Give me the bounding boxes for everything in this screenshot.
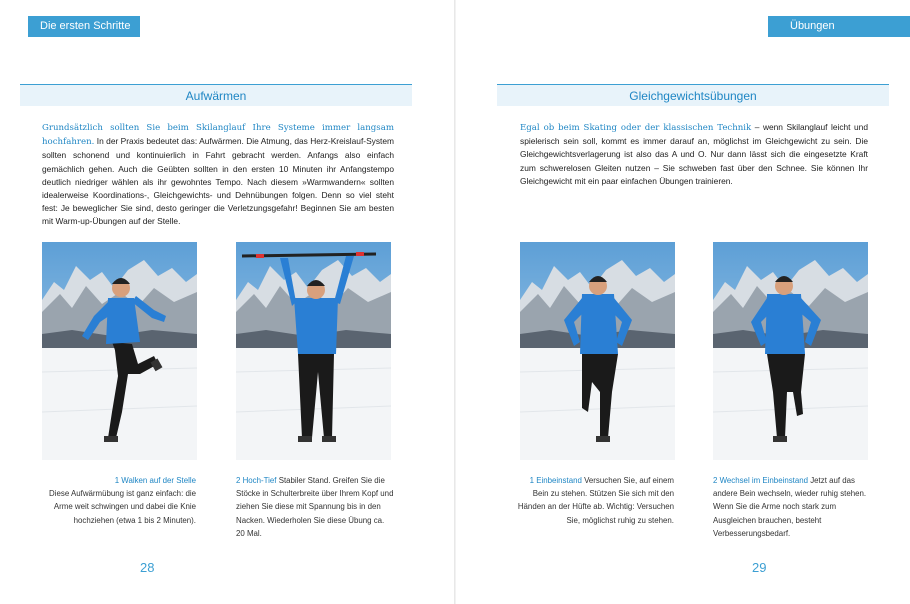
paragraph-body: – wenn Skilanglauf leicht und spielerisch sein soll, kommt es immer darauf an, möglichst im Gleichgewicht zu sein. Die Gleichgewichtsverlagerung ist also das A und O. Nur dann lässt sich die eingesetzte Kraft zum schwerelosen Gleiten nutzen – Sie schweben fast über den Schnee. Sie können Ihr Gleichgewicht mit ein paar einfachen Übungen trainieren. [520,122,868,186]
lead-sentence: Grundsätzlich sollten Sie beim Skilanglauf Ihre Systeme immer langsam hochfahren. [42,123,394,148]
caption-title: 1 Walken auf der Stelle [114,476,196,485]
caption-text: Jetzt auf das andere Bein wechseln, wieder ruhig stehen. Wenn Sie die Arme noch stark zum Ausgleichen brauchen, besteht Verbesserungsbedarf. [713,476,867,538]
photo-one-leg-stand [520,242,675,460]
section-heading-warmup: Aufwärmen [20,84,412,106]
caption-text: Stabiler Stand. Greifen Sie die Stöcke in Schulterbreite über Ihrem Kopf und ziehen Sie diese mit Spannung bis in den Nacken. Wiederholen Sie diese Übung ca. 20 Mal. [236,476,394,538]
lead-sentence: Egal ob beim Skating oder der klassischen Technik [520,123,752,133]
photo-high-low [236,242,391,460]
page-number-left: 28 [140,560,155,575]
section-tab-left: Die ersten Schritte [28,16,140,37]
caption-title: 1 Einbeinstand [529,476,582,485]
caption-title: 2 Wechsel im Einbeinstand [713,476,809,485]
page-number-right: 29 [752,560,767,575]
caption-high-low [236,474,394,540]
caption-switch-one-leg [713,474,871,540]
caption-one-leg-stand [516,474,674,527]
photo-walking-in-place [42,242,197,460]
paragraph-body: In der Praxis bedeutet das: Aufwärmen. Die Atmung, das Herz-Kreislauf-System sollten schonend und kontinuierlich in Fahrt gebracht werden. Anfangs also einfach gemächlich gehen. Auch die Geübten sollten in den ersten 10 Minuten ihr Anfangstempo deutlich niedriger wählen als ihr gewohntes Tempo. Nach diesem »Warmwandern« sollten idealerweise Koordinations-, Gleichgewichts- und Dehnübungen folgen. Denn so viel steht fest: Je beweglicher Sie sind, desto geringer die Verletzungsgefahr! Beginnen Sie am besten mit Warm-up-Übungen auf der Stelle. [42,136,394,227]
section-tab-right: Übungen [768,16,910,37]
intro-paragraph-balance [520,121,868,188]
photo-switch-one-leg [713,242,868,460]
caption-text: Diese Aufwärmübung ist ganz einfach: die Arme weit schwingen und dabei die Knie hochziehen (etwa 1 bis 2 Minuten). [49,489,196,525]
caption-walking-in-place [38,474,196,527]
caption-title: 2 Hoch-Tief [236,476,277,485]
caption-text: Versuchen Sie, auf einem Bein zu stehen. Stützen Sie sich mit den Händen an der Hüfte ab. Wichtig: Versuchen Sie, möglichst ruhig zu stehen. [517,476,674,525]
section-heading-balance: Gleichgewichtsübungen [497,84,889,106]
intro-paragraph-warmup [42,121,394,229]
page-gutter [454,0,456,604]
